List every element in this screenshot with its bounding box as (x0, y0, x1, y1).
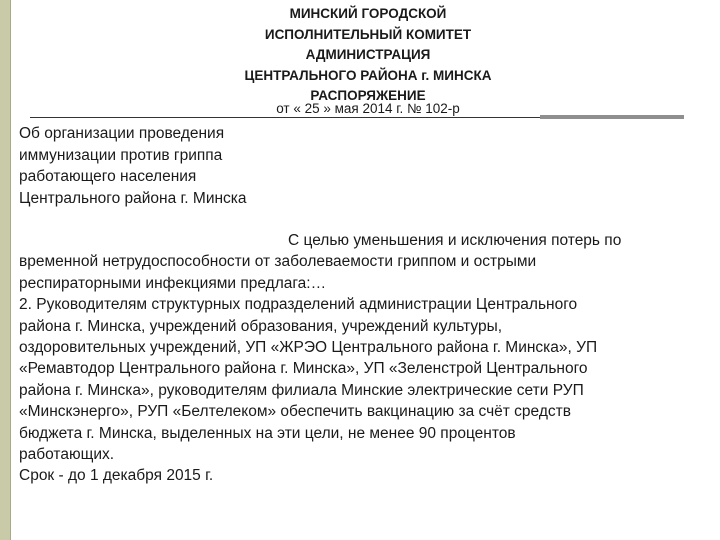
body-line: района г. Минска», руководителям филиала Минские электрические сети РУП (19, 381, 584, 399)
subject-line: иммунизации против гриппа (19, 146, 223, 164)
document-subject (19, 123, 339, 209)
header-org-line-1: МИНСКИЙ ГОРОДСКОЙ (289, 6, 447, 21)
body-line: работающих. (19, 446, 115, 464)
body-line: 2. Руководителям структурных подразделений администрации Центрального (19, 296, 578, 314)
header-org-line-2: ИСПОЛНИТЕЛЬНЫЙ КОМИТЕТ (264, 26, 472, 42)
document-header (200, 4, 536, 107)
decree-date-number: от « 25 » мая 2014 г. № 102-р (276, 101, 460, 116)
document-body (19, 230, 704, 487)
header-divider-accent (540, 115, 684, 119)
body-line: С целью уменьшения и исключения потерь по (288, 232, 622, 249)
body-line: временной нетрудоспособности от заболеваемости гриппом и острыми (19, 253, 537, 271)
subject-line: Центрального района г. Минска (19, 189, 247, 207)
header-divider-rule (30, 117, 540, 118)
body-line: бюджета г. Минска, выделенных на эти цели, не менее 90 процентов (19, 424, 516, 442)
subject-line: Об организации проведения (19, 125, 225, 142)
document-type-title: РАСПОРЯЖЕНИЕ (310, 88, 426, 103)
subject-line: работающего населения (19, 168, 197, 185)
header-org-line-3: АДМИНИСТРАЦИЯ (305, 47, 431, 62)
body-line: района г. Минска, учреждений образования, учреждений культуры, (19, 317, 503, 335)
deadline-line: Срок - до 1 декабря 2015 г. (19, 467, 214, 485)
body-line: оздоровительных учреждений, УП «ЖРЭО Центрального района г. Минска», УП (19, 339, 598, 357)
body-line: респираторными инфекциями предлага:… (19, 274, 327, 292)
body-line: «Минскэнерго», РУП «Белтелеком» обеспечить вакцинацию за счёт средств (19, 403, 571, 421)
left-band-border (10, 0, 11, 540)
left-decorative-band (0, 0, 10, 540)
body-line: «Ремавтодор Центрального района г. Минска», УП «Зеленстрой Центрального (19, 360, 588, 378)
header-org-line-4: ЦЕНТРАЛЬНОГО РАЙОНА г. МИНСКА (244, 67, 492, 83)
